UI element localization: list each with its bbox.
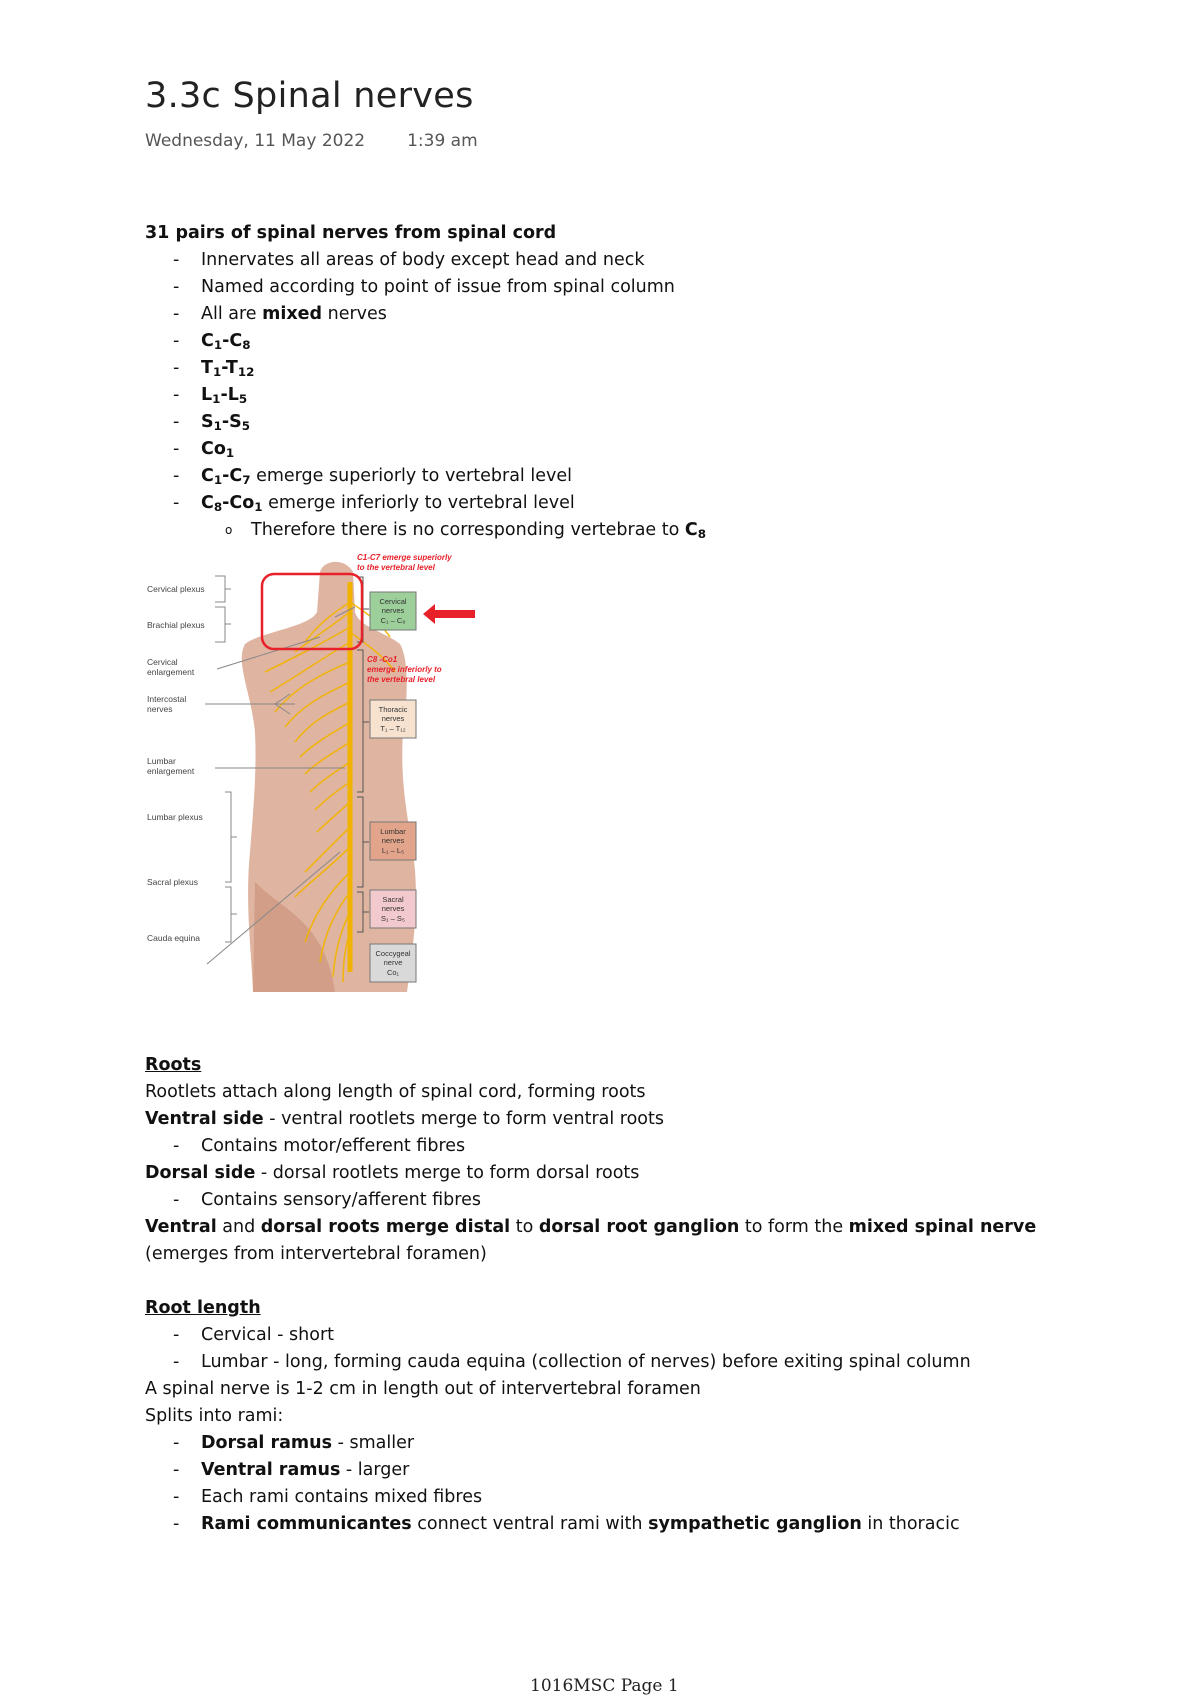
lumbar-nerves-box (370, 822, 416, 860)
bullet-dash: - (173, 304, 180, 324)
bullet-dash: - (173, 493, 180, 513)
coccygeal-nerve-box (370, 944, 416, 982)
bullet-dash: - (173, 439, 180, 459)
bullet-text: Contains motor/efferent fibres (201, 1136, 466, 1156)
sacral-range: $S_1-S_5$ (201, 412, 251, 433)
bullet-dash: - (173, 412, 180, 432)
svg-text:L₁ – L₅: L₁ – L₅ (381, 846, 405, 855)
svg-text:nerves: nerves (381, 714, 405, 723)
annotation-superior: C1-C7 emerge superiorly (357, 553, 452, 562)
label-intercostal-nerves-2: nerves (147, 704, 173, 714)
page-date: Wednesday, 11 May 2022 (145, 131, 366, 151)
bullet-text: Named according to point of issue from spinal column (201, 277, 675, 297)
bullet-dash: - (173, 1325, 180, 1345)
svg-text:Co₁: Co₁ (386, 968, 400, 977)
list-item (145, 274, 1145, 301)
annotation-inferior-3: the vertebral level (367, 675, 436, 684)
page-title: 3.3c Spinal nerves (145, 76, 474, 116)
label-cauda-equina: Cauda equina (147, 933, 200, 943)
red-arrow-icon (423, 604, 475, 624)
list-item (145, 1349, 1145, 1376)
roots-merge-line: Ventral and dorsal roots merge distal to dorsal root ganglion to form the mixed spinal nerve (145, 1217, 1037, 1237)
bullet-circle: o (225, 523, 233, 537)
annotation-superior-2: to the vertebral level (357, 563, 435, 572)
emerge-superior: $C_1-C_7$ emerge superiorly to vertebral level (201, 466, 572, 487)
svg-text:Sacral: Sacral (382, 895, 404, 904)
coccygeal-range: $Co_1$ (201, 439, 235, 460)
label-cervical-enlargement: Cervical (147, 657, 178, 667)
svg-text:S₁ – S₅: S₁ – S₅ (381, 914, 405, 923)
bullet-dash: - (173, 1487, 180, 1507)
svg-text:nerves: nerves (381, 836, 405, 845)
page-time: 1:39 am (407, 131, 478, 151)
therefore-text: Therefore there is no corresponding vertebrae to $C_8$ (251, 520, 707, 541)
splits-line: Splits into rami: (145, 1406, 284, 1426)
bullet-text: All are mixed nerves (201, 304, 387, 324)
spinal-nerves-figure (145, 552, 645, 1012)
list-item (145, 1133, 1145, 1160)
label-lumbar-enlargement-2: enlargement (147, 766, 195, 776)
annotation-inferior: C8 -Co1 (367, 655, 398, 664)
emerge-inferior: $C_8-Co_1$ emerge inferiorly to vertebral level (201, 493, 575, 514)
bullet-dash: - (173, 1136, 180, 1156)
bullet-dash: - (173, 1433, 180, 1453)
list-item (145, 382, 1145, 409)
label-brachial-plexus: Brachial plexus (147, 620, 205, 630)
annotation-inferior-2: emerge inferiorly to (367, 665, 442, 674)
svg-text:nerve: nerve (383, 958, 403, 967)
list-item (145, 463, 1145, 490)
svg-text:Cervical: Cervical (379, 597, 407, 606)
bullet-dash: - (173, 358, 180, 378)
list-item (145, 1457, 1145, 1484)
bullet-dash: - (173, 1460, 180, 1480)
label-lumbar-plexus: Lumbar plexus (147, 812, 203, 822)
bullet-dash: - (173, 1352, 180, 1372)
list-item (145, 1187, 1145, 1214)
note-body (145, 220, 1145, 1538)
list-item (145, 1322, 1145, 1349)
label-cervical-enlargement-2: enlargement (147, 667, 195, 677)
svg-text:Thoracic: Thoracic (378, 705, 408, 714)
roots-line: Rootlets attach along length of spinal cord, forming roots (145, 1082, 646, 1102)
bullet-dash: - (173, 1514, 180, 1534)
list-item (145, 409, 1145, 436)
list-item (145, 247, 1145, 274)
list-subitem (145, 517, 1145, 544)
label-sacral-plexus: Sacral plexus (147, 877, 199, 887)
list-item (145, 1484, 1145, 1511)
cervical-range: $C_1-C_8$ (201, 331, 251, 352)
bullet-text: Cervical - short (201, 1325, 335, 1345)
roots-merge-line-2: (emerges from intervertebral foramen) (145, 1244, 487, 1264)
bullet-dash: - (173, 277, 180, 297)
bullet-dash: - (173, 331, 180, 351)
label-lumbar-enlargement: Lumbar (147, 756, 176, 766)
bullet-text: Rami communicantes connect ventral rami with sympathetic ganglion in thoracic (201, 1514, 960, 1534)
bullet-dash: - (173, 385, 180, 405)
bullet-text: Dorsal ramus - smaller (201, 1433, 415, 1453)
bullet-text: Lumbar - long, forming cauda equina (collection of nerves) before exiting spinal column (201, 1352, 971, 1372)
list-item (145, 490, 1145, 517)
svg-text:Lumbar: Lumbar (380, 827, 406, 836)
svg-text:C₁ – C₈: C₁ – C₈ (380, 616, 406, 625)
bullet-text: Innervates all areas of body except head and neck (201, 250, 645, 270)
page-footer: 1016MSC Page 1 (530, 1676, 679, 1696)
list-item (145, 1430, 1145, 1457)
svg-text:Coccygeal: Coccygeal (375, 949, 411, 958)
page-timestamp (145, 131, 478, 151)
bullet-dash: - (173, 466, 180, 486)
bullet-dash: - (173, 250, 180, 270)
svg-text:T₁ – T₁₂: T₁ – T₁₂ (380, 724, 406, 733)
spinal-nerves-diagram (145, 552, 645, 1012)
nerve-length-line: A spinal nerve is 1-2 cm in length out of intervertebral foramen (145, 1379, 701, 1399)
ventral-side-line: Ventral side - ventral rootlets merge to form ventral roots (145, 1109, 664, 1129)
bullet-text: Each rami contains mixed fibres (201, 1487, 483, 1507)
thoracic-range: $T_1-T_{12}$ (201, 358, 255, 379)
list-item (145, 1511, 1145, 1538)
sacral-nerves-box (370, 890, 416, 928)
list-item (145, 436, 1145, 463)
svg-text:nerves: nerves (381, 606, 405, 615)
dorsal-side-line: Dorsal side - dorsal rootlets merge to form dorsal roots (145, 1163, 640, 1183)
list-item (145, 355, 1145, 382)
list-item (145, 301, 1145, 328)
roots-heading: Roots (145, 1055, 202, 1075)
svg-text:nerves: nerves (381, 904, 405, 913)
bullet-dash: - (173, 1190, 180, 1210)
list-item (145, 328, 1145, 355)
cervical-nerves-box (370, 592, 416, 630)
bullet-text: Contains sensory/afferent fibres (201, 1190, 481, 1210)
bullet-text: Ventral ramus - larger (201, 1460, 410, 1480)
root-length-heading: Root length (145, 1298, 261, 1318)
intro-heading: 31 pairs of spinal nerves from spinal cord (145, 223, 557, 243)
label-cervical-plexus: Cervical plexus (147, 584, 205, 594)
thoracic-nerves-box (370, 700, 416, 738)
left-labels (147, 584, 205, 943)
lumbar-range: $L_1-L_5$ (201, 385, 248, 406)
label-intercostal-nerves: Intercostal (147, 694, 187, 704)
